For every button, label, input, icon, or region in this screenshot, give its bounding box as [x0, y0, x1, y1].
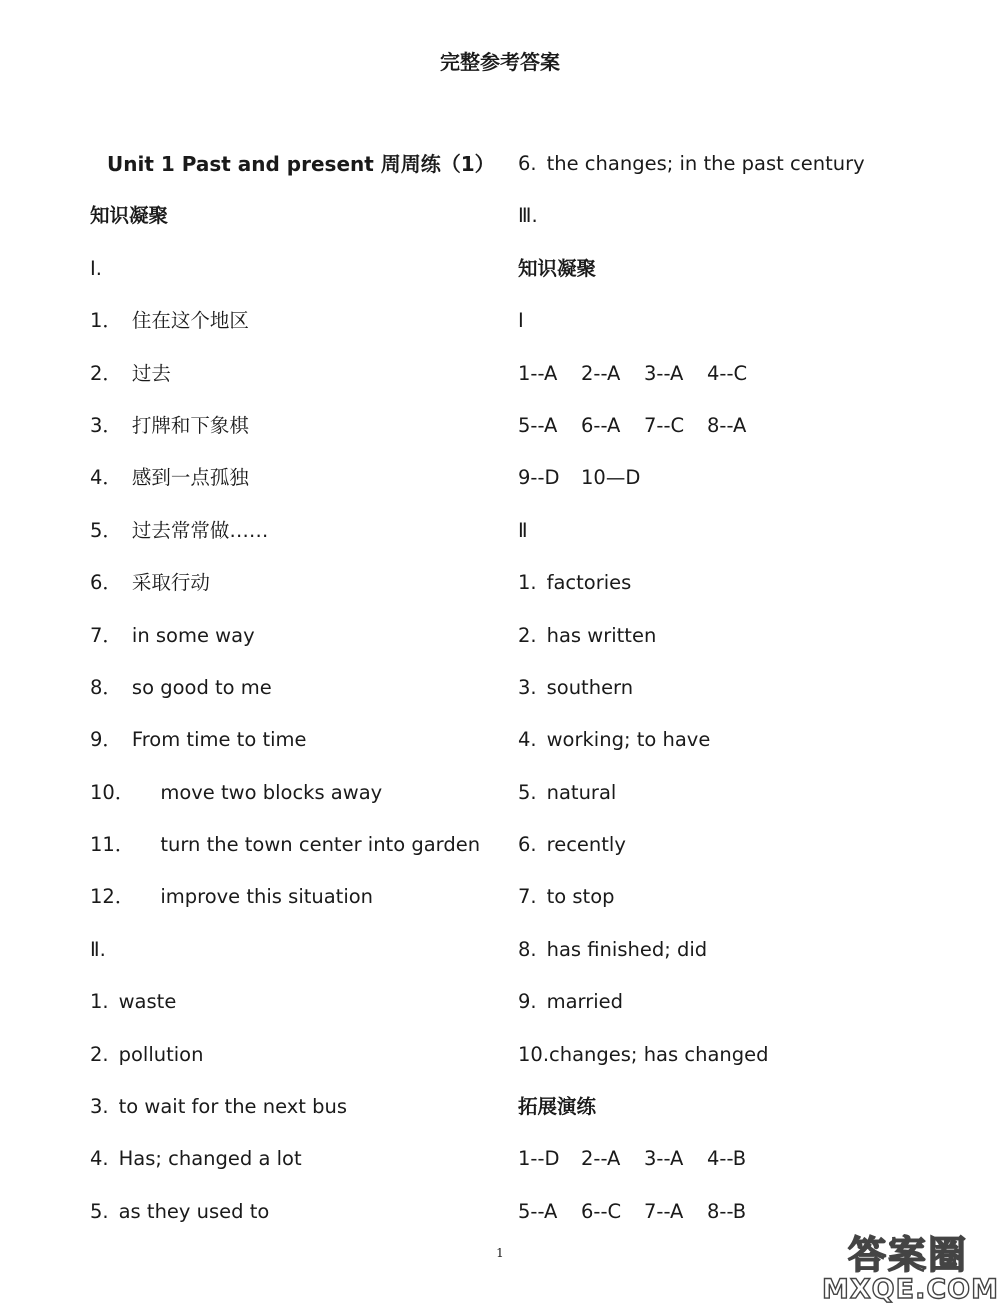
item-text: 感到一点孤独: [131, 466, 249, 490]
item-text: natural: [546, 780, 617, 804]
item-number: 6.: [518, 152, 537, 175]
choice-answer: 6--C: [581, 1199, 622, 1223]
choice-answer: 7--C: [644, 413, 685, 437]
answer-line: [518, 819, 938, 871]
item-number: 8.: [518, 937, 537, 961]
answer-line: [90, 662, 510, 714]
item-text: turn the town center into garden: [160, 833, 481, 857]
item-number: 4.: [518, 728, 537, 752]
item-number: 7．: [90, 623, 122, 647]
item-text: has written: [546, 623, 657, 647]
section-heading: [90, 190, 510, 242]
item-number: 6.: [518, 833, 537, 857]
answer-line: [518, 138, 938, 190]
item-number: 1．: [90, 309, 122, 333]
item-text: working; to have: [546, 728, 711, 752]
choice-answer: 3--A: [644, 361, 684, 385]
answer-line: [90, 976, 510, 1028]
item-number: 3.: [90, 1095, 109, 1119]
answer-line: [518, 1133, 938, 1185]
item-number: 9.: [518, 990, 537, 1014]
item-number: 5.: [90, 1199, 109, 1223]
item-text: move two blocks away: [160, 780, 383, 804]
item-number: 9．: [90, 728, 122, 752]
choice-answer: 3--A: [644, 1147, 684, 1171]
answer-line: [518, 295, 938, 347]
item-text: has finished; did: [546, 937, 708, 961]
section-heading: [518, 243, 938, 295]
choice-answer: 2--A: [581, 361, 621, 385]
choice-answer: 5--A: [518, 413, 558, 437]
item-number: 4.: [90, 1147, 109, 1171]
answer-line: [518, 924, 938, 976]
item-number: 12．: [90, 885, 135, 909]
answer-line: [90, 714, 510, 766]
answer-line: [90, 819, 510, 871]
item-number: 6．: [90, 571, 122, 595]
item-number: 1.: [518, 571, 537, 595]
item-text: 打牌和下象棋: [131, 413, 249, 437]
item-text: 知识凝聚: [518, 256, 597, 280]
item-text: improve this situation: [160, 885, 374, 909]
answer-line: [90, 924, 510, 976]
item-text: Ⅱ: [518, 518, 528, 542]
item-text: Ⅰ.: [90, 256, 102, 280]
item-number: 5．: [90, 518, 122, 542]
item-text: so good to me: [131, 675, 272, 699]
answer-line: [90, 767, 510, 819]
item-text: 采取行动: [131, 571, 210, 595]
answer-line: [90, 243, 510, 295]
item-text: southern: [546, 675, 634, 699]
item-text: recently: [546, 833, 626, 857]
watermark-text-bottom: MXQE.COM: [822, 1274, 999, 1305]
item-text: 10.changes; has changed: [518, 1042, 769, 1066]
item-text: Ⅱ.: [90, 937, 106, 961]
item-number: 1.: [90, 990, 109, 1014]
item-text: 拓展演练: [518, 1095, 597, 1119]
answer-line: [518, 871, 938, 923]
page-title: 完整参考答案: [440, 50, 560, 74]
watermark-text-top: 答案圈: [847, 1233, 968, 1277]
answer-line: [90, 610, 510, 662]
item-text: waste: [118, 990, 177, 1014]
unit-heading: [90, 138, 510, 190]
choice-answer: 2--A: [581, 1147, 621, 1171]
item-number: 2．: [90, 361, 122, 385]
choice-answer: 1--D: [518, 1147, 560, 1171]
answer-line: [518, 452, 938, 504]
choice-answer: 5--A: [518, 1199, 558, 1223]
item-text: 知识凝聚: [90, 204, 169, 228]
item-number: 5.: [518, 780, 537, 804]
item-text: Ⅰ: [518, 309, 524, 333]
item-text: to stop: [546, 885, 615, 909]
item-text: From time to time: [131, 728, 307, 752]
choice-answer: 10—D: [581, 466, 641, 490]
answer-line: [90, 1186, 510, 1238]
answer-line: [518, 348, 938, 400]
answer-line: [90, 348, 510, 400]
answer-line: [518, 400, 938, 452]
item-number: 10．: [90, 780, 135, 804]
answer-line: [518, 610, 938, 662]
answer-line: [518, 1029, 938, 1081]
item-number: 7.: [518, 885, 537, 909]
choice-answer: 8--B: [707, 1199, 747, 1223]
item-text: pollution: [118, 1042, 204, 1066]
item-number: 2.: [518, 623, 537, 647]
item-text: Unit 1 Past and present 周周练（1）: [107, 152, 495, 176]
choice-answer: 9--D: [518, 466, 560, 490]
answer-line: [518, 662, 938, 714]
item-number: 2.: [90, 1042, 109, 1066]
answer-line: [90, 1081, 510, 1133]
page-number: 1: [496, 1246, 504, 1260]
choice-answer: 6--A: [581, 413, 621, 437]
item-text: factories: [546, 571, 632, 595]
watermark-logo: [822, 1222, 999, 1308]
left-column: [90, 138, 510, 1238]
choice-answer: 7--A: [644, 1199, 684, 1223]
answer-line: [518, 767, 938, 819]
item-number: 8．: [90, 675, 122, 699]
answer-line: [518, 976, 938, 1028]
item-text: to wait for the next bus: [118, 1095, 348, 1119]
section-heading: [518, 1081, 938, 1133]
item-text: Ⅲ.: [518, 204, 538, 228]
answer-line: [90, 1029, 510, 1081]
choice-answer: 4--B: [707, 1147, 747, 1171]
answer-line: [90, 452, 510, 504]
item-text: in some way: [131, 623, 255, 647]
item-number: 4．: [90, 466, 122, 490]
item-text: as they used to: [118, 1199, 270, 1223]
item-text: Has; changed a lot: [118, 1147, 302, 1171]
choice-answer: 4--C: [707, 361, 748, 385]
answer-line: [518, 714, 938, 766]
right-column: [518, 138, 938, 1238]
item-number: 3.: [518, 675, 537, 699]
item-text: 过去: [131, 361, 171, 385]
answer-line: [518, 505, 938, 557]
answer-line: [90, 1133, 510, 1185]
answer-line: [90, 295, 510, 347]
answer-line: [90, 557, 510, 609]
answer-line: [90, 871, 510, 923]
choice-answer: 1--A: [518, 361, 558, 385]
answer-line: [518, 190, 938, 242]
item-text: the changes; in the past century: [546, 152, 865, 175]
item-text: married: [546, 990, 624, 1014]
choice-answer: 8--A: [707, 413, 747, 437]
item-number: 11．: [90, 833, 135, 857]
item-number: 3．: [90, 413, 122, 437]
answer-line: [518, 557, 938, 609]
answer-line: [90, 505, 510, 557]
item-text: 住在这个地区: [131, 309, 249, 333]
answer-line: [90, 400, 510, 452]
item-text: 过去常常做……: [131, 518, 269, 542]
